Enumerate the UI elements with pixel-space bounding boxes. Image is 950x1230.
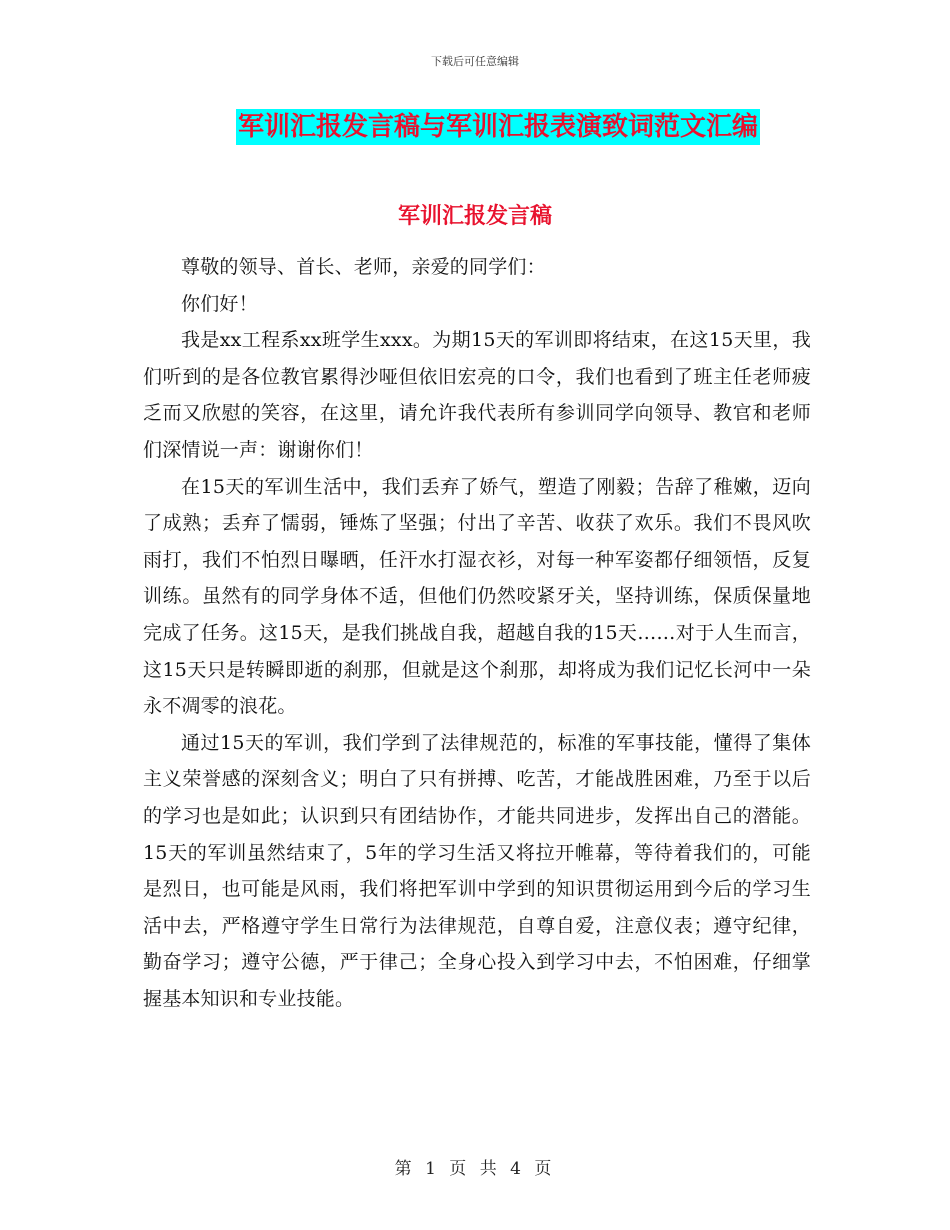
body-paragraph-lessons: 通过15天的军训，我们学到了法律规范的，标准的军事技能，懂得了集体主义荣誉感的深刻含义；明白了只有拼搏、吃苦，才能战胜困难，乃至于以后的学习也是如此；认识到只有团结协作，才能共同进步，发挥出自己的潜能。15天的军训虽然结束了，5年的学习生活又将拉开帷幕，等待着我们的，可能是烈日，也可能是风雨，我们将把军训中学到的知识贯彻运用到今后的学习生活中去，严格遵守学生日常行为法律规范，自尊自爱，注意仪表；遵守纪律，勤奋学习；遵守公德，严于律己；全身心投入到学习中去，不怕困难，仔细掌握基本知识和专业技能。	[143, 731, 811, 1010]
body-paragraph-intro: 我是xx工程系xx班学生xxx。为期15天的军训即将结束，在这15天里，我们听到的是各位教官累得沙哑但依旧宏亮的口令，我们也看到了班主任老师疲乏而又欣慰的笑容，在这里，请允许我代表所有参训同学向领导、教官和老师们深情说一声：谢谢你们！	[143, 329, 811, 461]
body-paragraph-training-life: 在15天的军训生活中，我们丢弃了娇气，塑造了刚毅；告辞了稚嫩，迈向了成熟；丢弃了懦弱，锤炼了坚强；付出了辛苦、收获了欢乐。我们不畏风吹雨打，我们不怕烈日曝晒，任汗水打湿衣衫，对每一种军姿都仔细领悟，反复训练。虽然有的同学身体不适，但他们仍然咬紧牙关，坚持训练，保质保量地完成了任务。这15天，是我们挑战自我，超越自我的15天……对于人生而言，这15天只是转瞬即逝的刹那，但就是这个刹那，却将成为我们记忆长河中一朵永不凋零的浪花。	[143, 475, 811, 718]
main-title-wrap	[0, 109, 950, 145]
salutation-paragraph: 尊敬的领导、首长、老师，亲爱的同学们：	[181, 256, 546, 278]
greeting-paragraph: 你们好！	[181, 292, 258, 315]
section-title: 军训汇报发言稿	[397, 203, 552, 229]
document-body	[143, 249, 811, 1017]
main-title: 军训汇报发言稿与军训汇报表演致词范文汇编	[236, 109, 760, 145]
page-footer: 第 1 页 共 4 页	[394, 1159, 556, 1179]
header-note: 下载后可任意编辑	[431, 55, 519, 68]
